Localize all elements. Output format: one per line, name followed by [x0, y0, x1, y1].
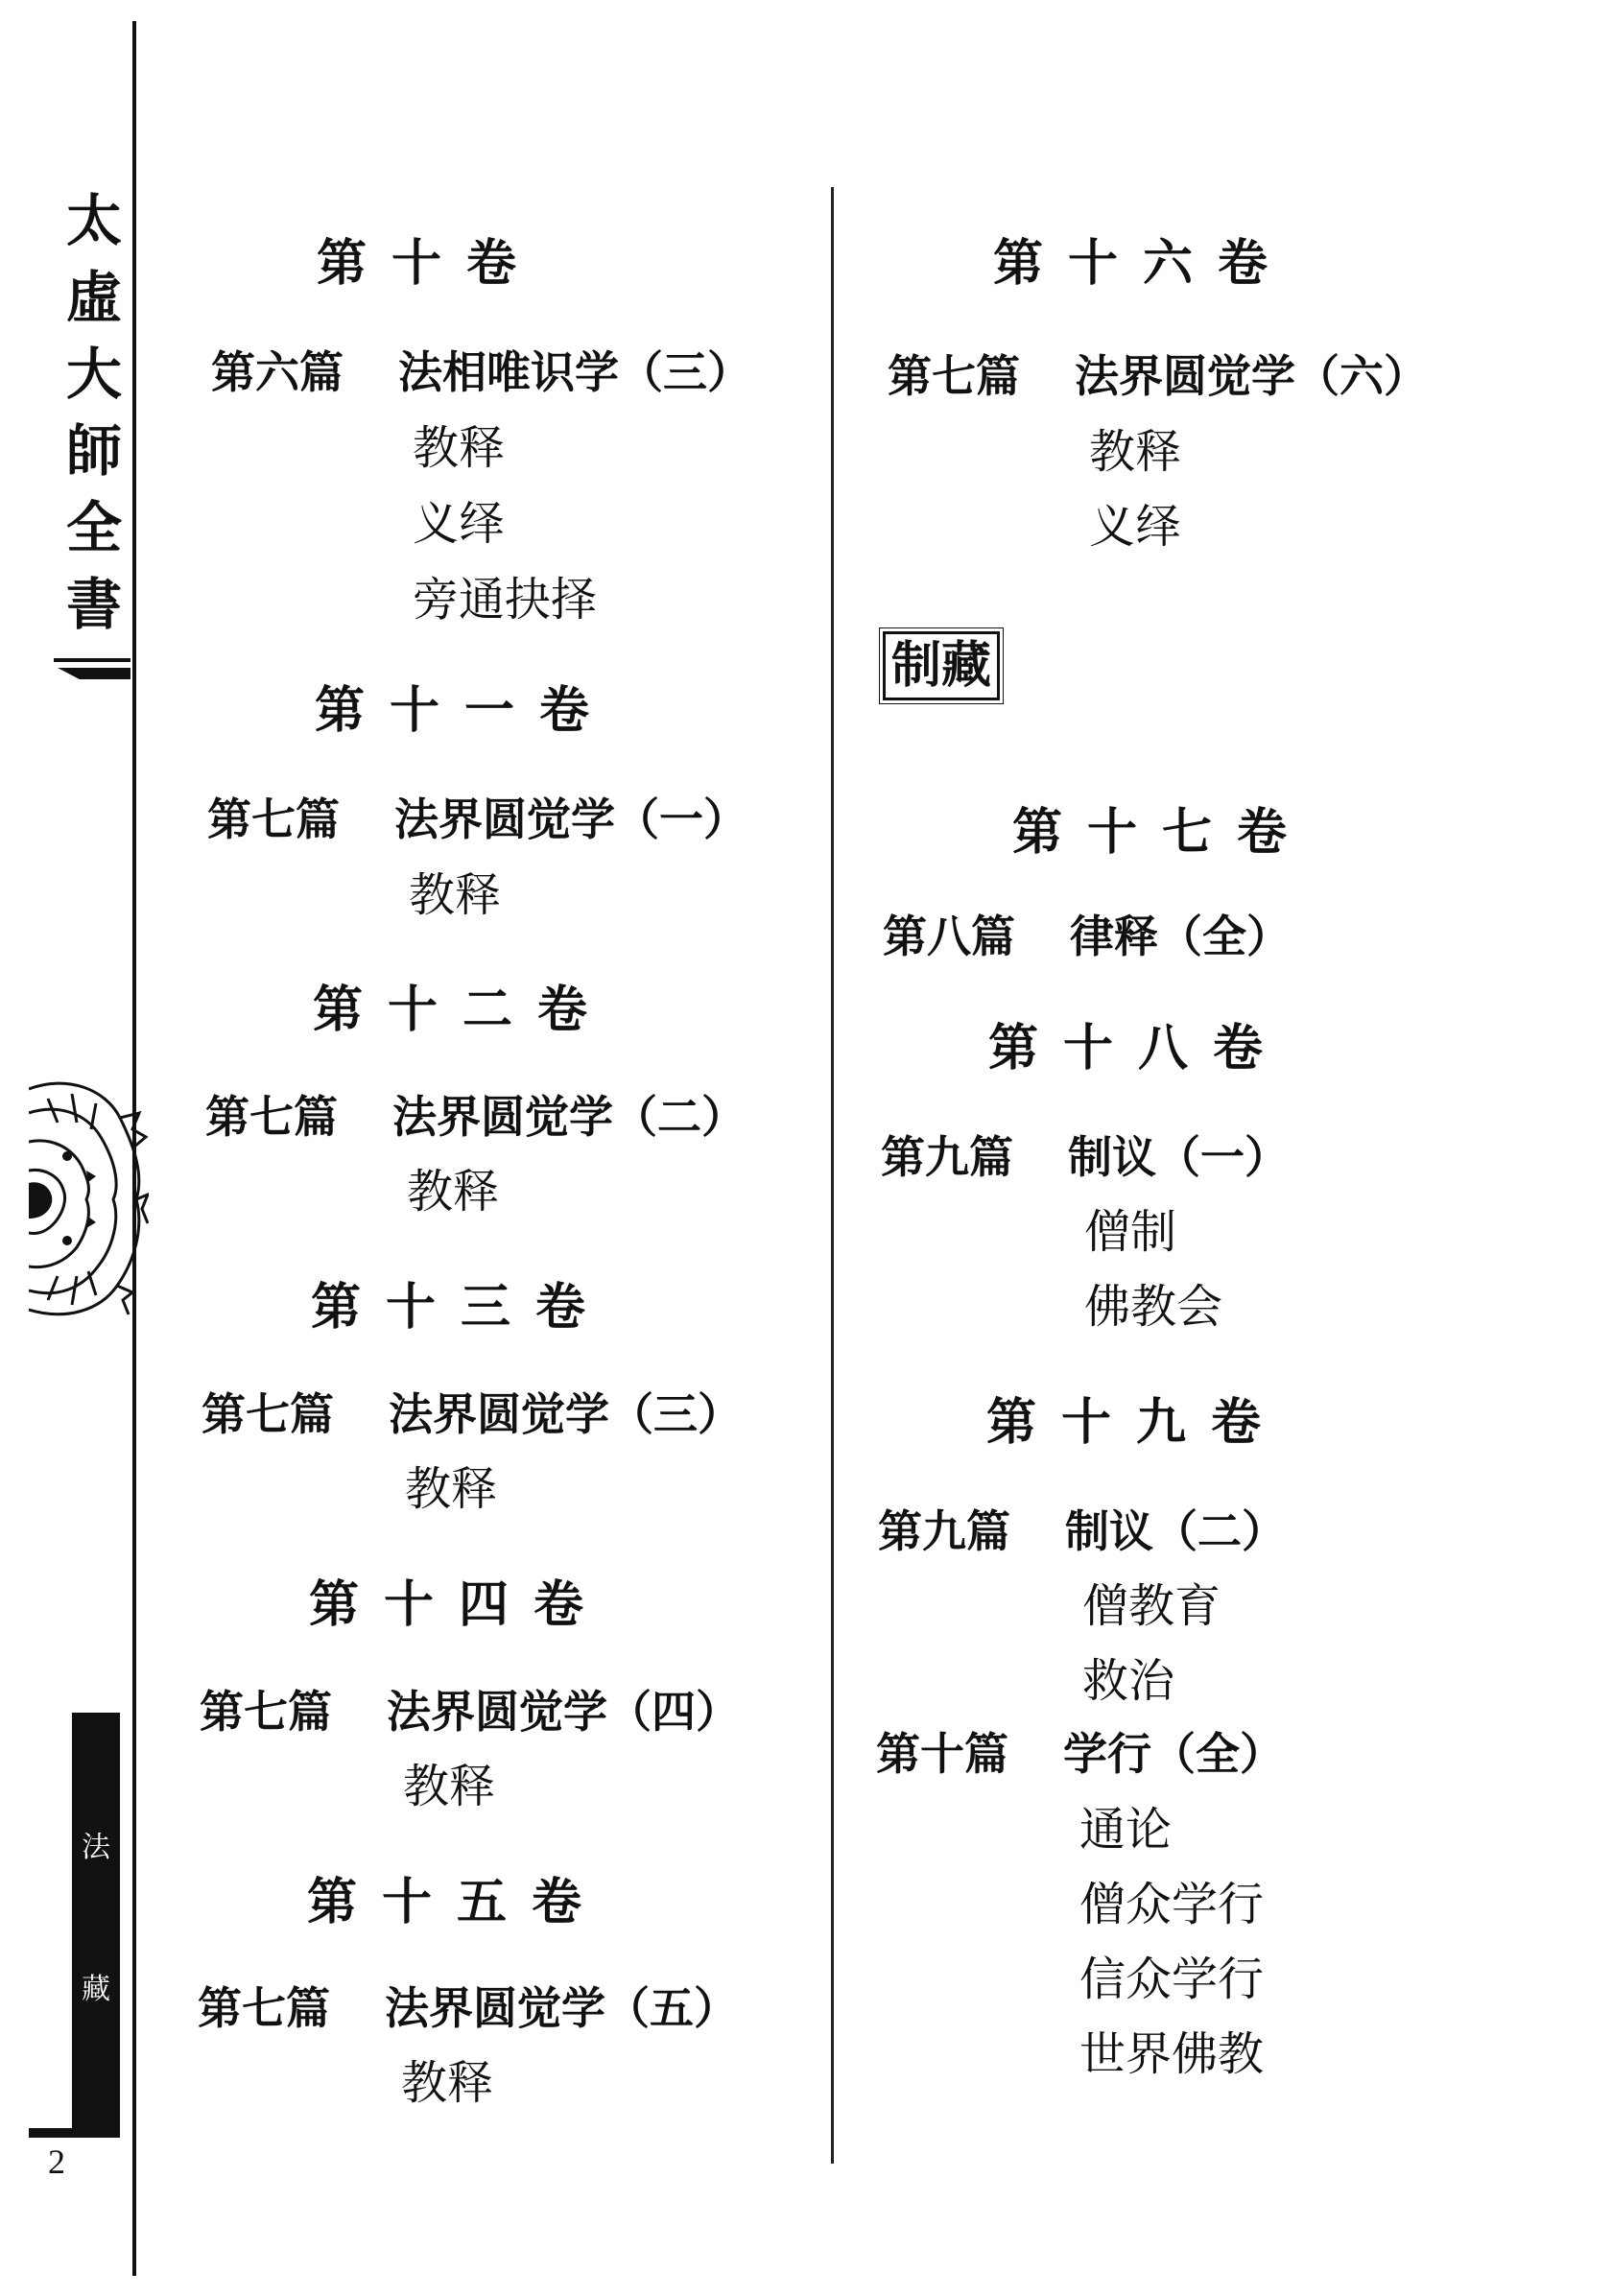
- section-item: 世界佛教: [1079, 2027, 1265, 2081]
- chapter-heading: [202, 1380, 742, 1443]
- section-item: 教释: [403, 1760, 496, 1813]
- chapter-number: 第七篇: [200, 1686, 332, 1738]
- series-title-char: 太: [65, 188, 122, 253]
- chapter-number: 第七篇: [888, 350, 1020, 402]
- volume-title: 第十七卷: [1012, 803, 1313, 862]
- chapter-title: 法界圆觉学（六）: [1075, 350, 1428, 402]
- section-item: 教释: [405, 1462, 498, 1516]
- section-item: 教释: [409, 868, 502, 922]
- volume-title: 第十八卷: [988, 1019, 1289, 1077]
- chapter-title: 学行（全）: [1063, 1728, 1284, 1780]
- chapter-title: 法界圆觉学（一）: [394, 793, 747, 845]
- section-item: 教释: [413, 421, 506, 475]
- volume-title: 第十五卷: [307, 1873, 607, 1931]
- title-rule: [54, 658, 130, 662]
- series-title-char: 虛: [65, 265, 122, 330]
- chapter-heading: [878, 1497, 1286, 1560]
- volume-title: 第十二卷: [313, 981, 613, 1039]
- section-label-box: 制藏: [883, 631, 1000, 700]
- section-tab-char: 法: [82, 1831, 110, 1864]
- chapter-number: 第十篇: [876, 1728, 1008, 1780]
- chapter-number: 第七篇: [202, 1388, 334, 1440]
- section-item: 僧众学行: [1079, 1878, 1265, 1931]
- section-item: 教释: [401, 2056, 494, 2110]
- series-title-char: 全: [65, 495, 122, 560]
- section-item: 义绎: [1089, 500, 1182, 554]
- section-item: 教释: [1089, 425, 1182, 479]
- section-item: 义绎: [413, 497, 506, 551]
- chapter-title: 法界圆觉学（五）: [385, 1982, 738, 2034]
- volume-title: 第十九卷: [986, 1393, 1287, 1452]
- chapter-title: 法界圆觉学（二）: [392, 1091, 746, 1143]
- page-number: 2: [48, 2142, 65, 2181]
- title-rule-wedge: [58, 668, 130, 679]
- chapter-heading: [198, 1974, 738, 2037]
- section-item: 救治: [1082, 1654, 1175, 1708]
- section-tab-foot: [29, 2128, 120, 2138]
- section-item: 旁通抉择: [413, 573, 598, 627]
- chapter-heading: [207, 785, 747, 848]
- chapter-number: 第九篇: [881, 1131, 1013, 1183]
- chapter-title: 法界圆觉学（三）: [389, 1388, 742, 1440]
- volume-title: 第十四卷: [309, 1575, 609, 1634]
- chapter-number: 第七篇: [198, 1982, 330, 2034]
- section-item: 教释: [407, 1165, 500, 1219]
- chapter-heading: [200, 1677, 740, 1740]
- peony-ornament-icon: [29, 1070, 149, 1324]
- section-item: 信众学行: [1079, 1953, 1265, 2006]
- section-item: 僧制: [1084, 1205, 1177, 1259]
- series-title-char: 師: [65, 418, 122, 484]
- column-divider: [831, 187, 834, 2164]
- chapter-number: 第七篇: [207, 793, 340, 845]
- chapter-title: 制议（一）: [1068, 1131, 1289, 1183]
- chapter-title: 法相唯识学（三）: [398, 346, 751, 398]
- chapter-number: 第七篇: [205, 1091, 338, 1143]
- chapter-title: 法界圆觉学（四）: [387, 1686, 740, 1738]
- series-title-char: 書: [65, 572, 122, 637]
- volume-title: 第十一卷: [315, 681, 615, 740]
- series-title-char: 大: [65, 342, 122, 407]
- chapter-number: 第六篇: [211, 346, 344, 398]
- chapter-heading: [881, 1123, 1289, 1186]
- section-tab-label: [72, 1823, 120, 2107]
- chapter-heading: [205, 1082, 746, 1146]
- volume-title: 第十卷: [317, 234, 542, 293]
- volume-title: 第十三卷: [311, 1278, 611, 1337]
- volume-title: 第十六卷: [993, 234, 1293, 293]
- chapter-heading: [888, 342, 1428, 405]
- chapter-heading: [211, 338, 751, 401]
- section-tab-char: 藏: [82, 1973, 110, 2006]
- series-title: [56, 182, 132, 643]
- section-item: 僧教育: [1082, 1579, 1221, 1633]
- chapter-title: 制议（二）: [1065, 1505, 1286, 1557]
- chapter-heading: [876, 1719, 1284, 1783]
- chapter-title: 律释（全）: [1070, 911, 1291, 962]
- chapter-number: 第八篇: [883, 911, 1015, 962]
- chapter-number: 第九篇: [878, 1505, 1010, 1557]
- chapter-heading: [883, 902, 1291, 965]
- section-item: 佛教会: [1084, 1280, 1223, 1334]
- section-item: 通论: [1079, 1803, 1173, 1857]
